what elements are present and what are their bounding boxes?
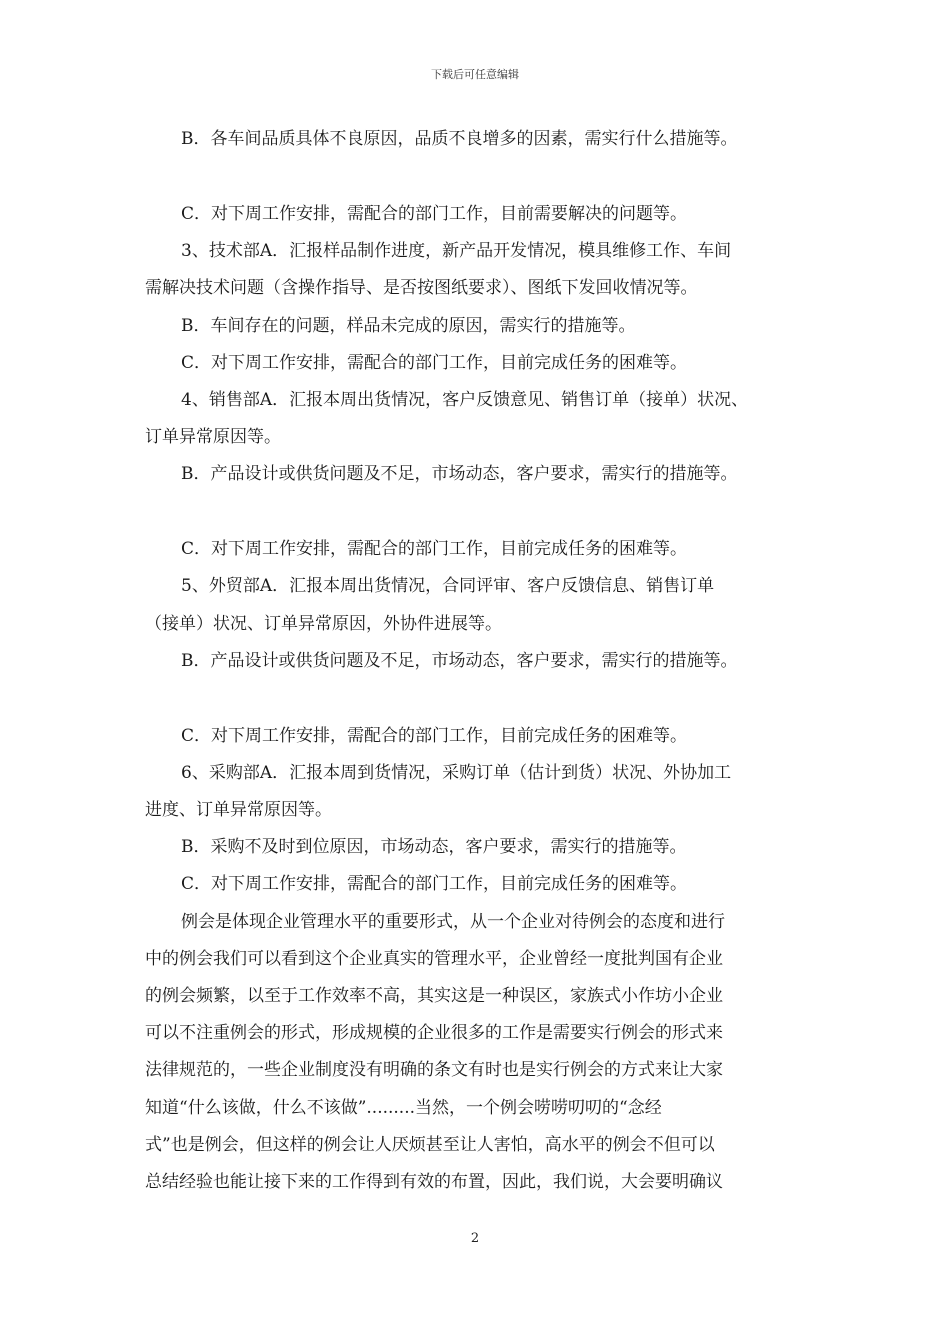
text-line: C．对下周工作安排，需配合的部门工作，目前需要解决的问题等。	[181, 204, 688, 224]
text-line: B．产品设计或供货问题及不足，市场动态，客户要求，需实行的措施等。	[181, 464, 738, 484]
page-number: 2	[470, 1231, 480, 1246]
text-line: B．产品设计或供货问题及不足，市场动态，客户要求，需实行的措施等。	[181, 651, 738, 671]
text-line: C．对下周工作安排，需配合的部门工作，目前完成任务的困难等。	[181, 353, 688, 373]
text-line: C．对下周工作安排，需配合的部门工作，目前完成任务的困难等。	[181, 539, 688, 559]
text-line: C．对下周工作安排，需配合的部门工作，目前完成任务的困难等。	[181, 726, 688, 746]
text-line: 例会是体现企业管理水平的重要形式，从一个企业对待例会的态度和进行	[181, 912, 725, 932]
text-line: 可以不注重例会的形式，形成规模的企业很多的工作是需要实行例会的形式来	[145, 1023, 723, 1043]
text-line: 订单异常原因等。	[145, 427, 281, 447]
text-line: B．各车间品质具体不良原因，品质不良增多的因素，需实行什么措施等。	[181, 129, 738, 149]
text-line: 进度、订单异常原因等。	[145, 800, 332, 820]
text-line: 6、采购部A．汇报本周到货情况，采购订单（估计到货）状况、外协加工	[181, 763, 732, 783]
text-line: 式”也是例会，但这样的例会让人厌烦甚至让人害怕，高水平的例会不但可以	[145, 1135, 715, 1155]
text-line: C．对下周工作安排，需配合的部门工作，目前完成任务的困难等。	[181, 874, 688, 894]
text-line: 总结经验也能让接下来的工作得到有效的布置，因此，我们说，大会要明确议	[145, 1172, 723, 1192]
text-line: 知道“什么该做，什么不该做”.........当然，一个例会唠唠叨叨的“念经	[145, 1098, 662, 1118]
text-line: 4、销售部A．汇报本周出货情况，客户反馈意见、销售订单（接单）状况、	[181, 390, 749, 410]
text-line: 法律规范的，一些企业制度没有明确的条文有时也是实行例会的方式来让大家	[145, 1060, 723, 1080]
text-line: 3、技术部A．汇报样品制作进度，新产品开发情况，模具维修工作、车间	[181, 241, 732, 261]
text-line: 中的例会我们可以看到这个企业真实的管理水平，企业曾经一度批判国有企业	[145, 949, 723, 969]
text-line: B．采购不及时到位原因，市场动态，客户要求，需实行的措施等。	[181, 837, 687, 857]
text-line: B．车间存在的问题，样品未完成的原因，需实行的措施等。	[181, 316, 636, 336]
text-line: 需解决技术问题（含操作指导、是否按图纸要求）、图纸下发回收情况等。	[145, 278, 698, 298]
page-header: 下载后可任意编辑	[431, 68, 519, 81]
text-line: （接单）状况、订单异常原因，外协件进展等。	[145, 614, 502, 634]
text-line: 5、外贸部A．汇报本周出货情况，合同评审、客户反馈信息、销售订单	[181, 576, 715, 596]
text-line: 的例会频繁，以至于工作效率不高，其实这是一种误区，家族式小作坊小企业	[145, 986, 723, 1006]
